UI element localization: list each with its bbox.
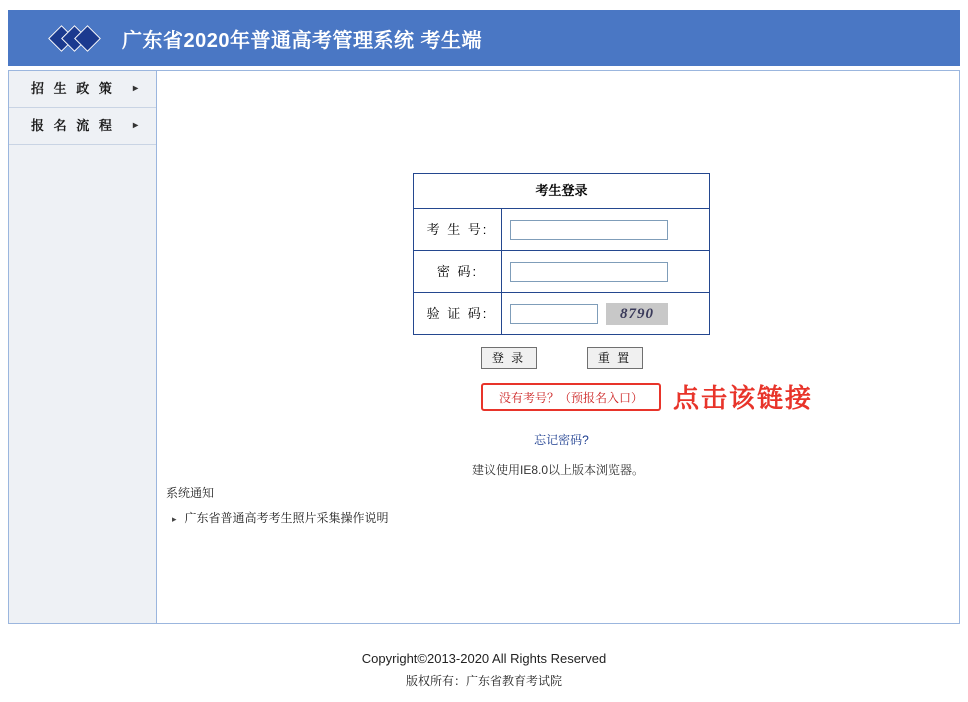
prereg-highlight-box [481,383,661,411]
examinee-id-field-wrap [502,220,709,240]
footer-copyright: Copyright©2013-2020 All Rights Reserved [361,651,607,666]
examinee-id-label: 考 生 号: [414,209,502,250]
diamond-logo-icon [52,23,100,53]
chevron-right-icon: ▸ [132,83,138,94]
footer-owner: 版权所有：广东省教育考试院 [405,674,562,688]
examinee-id-row [414,209,709,251]
sidebar-item-label: 招 生 政 策 [31,81,115,96]
password-input[interactable] [510,262,668,282]
sidebar-item-admission-policy[interactable] [9,71,156,108]
sidebar-item-registration-flow[interactable] [9,108,156,145]
notice-title: 系统通知 [166,486,215,500]
examinee-id-input[interactable] [510,220,668,240]
captcha-input[interactable] [510,304,598,324]
triangle-right-icon: ▸ [172,514,177,524]
content-area [158,71,959,623]
captcha-row [414,293,709,334]
captcha-field-wrap [502,303,709,325]
login-button-row [413,347,710,369]
prereg-link[interactable]: 没有考号？（预报名入口） [498,390,643,405]
login-panel-title: 考生登录 [414,174,709,209]
notice-list-item[interactable] [172,509,389,526]
browser-tip: 建议使用IE8.0以上版本浏览器。 [471,463,645,477]
sidebar-item-label: 报 名 流 程 [31,118,115,133]
main-frame [8,70,960,624]
login-panel [413,173,710,335]
login-button[interactable]: 登 录 [481,347,537,369]
annotation-text: 点击该链接 [673,383,814,413]
captcha-label: 验 证 码: [414,293,502,334]
password-row [414,251,709,293]
page-title: 广东省2020年普通高考管理系统 考生端 [122,29,483,52]
reset-button[interactable]: 重 置 [587,347,643,369]
password-label: 密 码: [414,251,502,292]
app-header [8,10,960,66]
chevron-right-icon: ▸ [132,120,138,131]
footer [0,648,968,692]
notice-item-label: 广东省普通高考考生照片采集操作说明 [184,511,389,525]
forgot-password-link[interactable]: 忘记密码? [534,433,589,447]
password-field-wrap [502,262,709,282]
captcha-image[interactable]: 8790 [606,303,668,325]
sidebar [9,71,157,623]
